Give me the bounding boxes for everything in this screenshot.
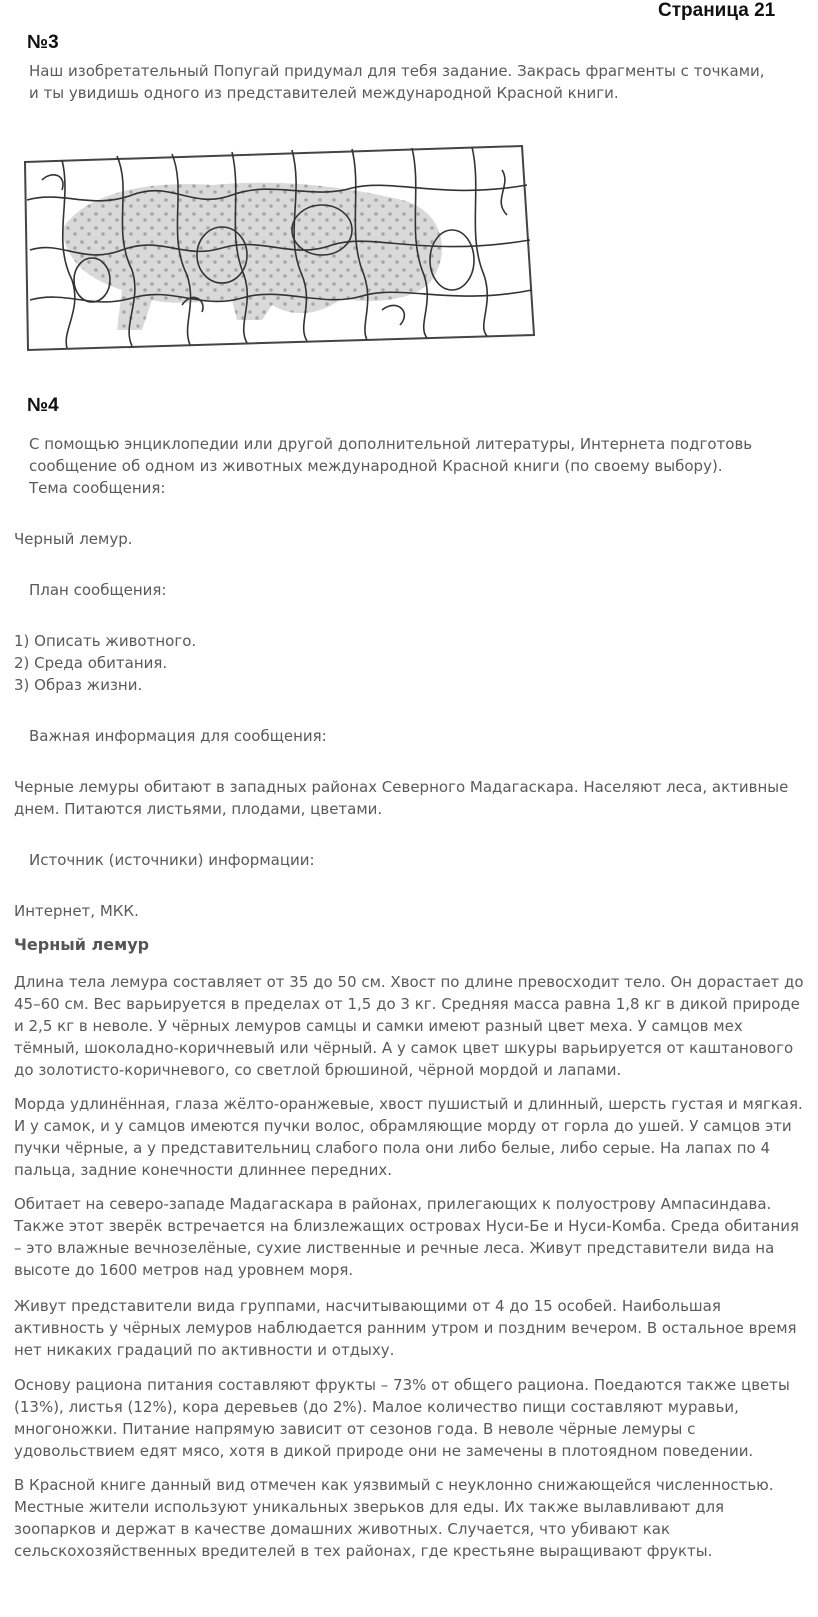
article-paragraph: В Красной книге данный вид отмечен как уязвимый с неуклонно снижающейся численностью. Местные жители используют уникальных зверьков для еды. Их также вылавливают для зоопарков и держат в качестве домашних животных. Случается, что убивают как сельскохозяйственных вредителей в тех районах, где крестьяне выращивают фрукты.	[14, 1476, 774, 1560]
source-value: Интернет, МКК.	[14, 902, 139, 920]
task-4-intro-line-1: С помощью энциклопедии или другой дополнительной литературы, Интернета подготовь	[29, 435, 753, 453]
task-3-number: №3	[27, 32, 59, 53]
plan-item: 3) Образ жизни.	[14, 676, 143, 694]
source-label: Источник (источники) информации:	[29, 851, 315, 869]
article-paragraph: Длина тела лемура составляет от 35 до 50 см. Хвост по длине превосходит тело. Он дорастает до 45–60 см. Вес варьируется в пределах от 1,5 до 3 кг. Средняя масса равна 1,8 кг в дикой природе и 2,5 кг в неволе. У чёрных лемуров самцы и самки имеют разный цвет меха. У самцов мех тёмный, шоколадно-коричневый или чёрный. А у самок цвет шкуры варьируется от каштанового до золотисто-коричневого, со светлой брюшиной, чёрной мордой и лапами.	[14, 973, 804, 1079]
page-number: Страница 21	[658, 0, 776, 21]
article-paragraph: Основу рациона питания составляют фрукты – 73% от общего рациона. Поедаются также цветы (13%), листья (12%), кора деревьев (до 2%). Малое количество пищи составляют муравьи, многоножки. Питание напрямую зависит от сезонов года. В неволе чёрные лемуры с удовольствием едят мясо, хотя в дикой природе они не замечены в плотоядном поведении.	[14, 1376, 790, 1460]
plan-item: 1) Описать животного.	[14, 632, 197, 650]
article-paragraph: Живут представители вида группами, насчитывающими от 4 до 15 особей. Наибольшая активность у чёрных лемуров наблюдается ранним утром и поздним вечером. В остальное время нет никаких градаций по активности и отдыху.	[14, 1297, 797, 1359]
info-text: Черные лемуры обитают в западных районах Северного Мадагаскара. Населяют леса, активные днем. Питаются листьями, плодами, цветами.	[14, 778, 789, 818]
article-title: Черный лемур	[14, 935, 150, 954]
topic-label: Тема сообщения:	[29, 479, 166, 497]
mosaic-rhino-illustration	[22, 140, 542, 355]
plan-label: План сообщения:	[29, 581, 167, 599]
article-paragraph: Обитает на северо-западе Мадагаскара в районах, прилегающих к полуострову Ампасиндава. Также этот зверёк встречается на близлежащих островах Нуси-Бе и Нуси-Комба. Среда обитания – это влажные вечнозелёные, сухие лиственные и речные леса. Живут представители вида на высоте до 1600 метров над уровнем моря.	[14, 1195, 800, 1279]
task-4-number: №4	[27, 395, 59, 416]
task-3-text: Наш изобретательный Попугай придумал для тебя задание. Закрась фрагменты с точками, и ты увидишь одного из представителей международной Красной книги.	[29, 62, 765, 102]
article-paragraph: Морда удлинённая, глаза жёлто-оранжевые, хвост пушистый и длинный, шерсть густая и мягкая. И у самок, и у самцов имеются пучки волос, обрамляющие морду от горла до ушей. У самцов эти пучки чёрные, а у представительниц слабого пола они либо белые, либо серые. На лапах по 4 пальца, задние конечности длиннее передних.	[14, 1095, 803, 1179]
info-label: Важная информация для сообщения:	[29, 727, 327, 745]
task-4-intro-line-2: сообщение об одном из животных международной Красной книги (по своему выбору).	[29, 457, 723, 475]
topic-value: Черный лемур.	[14, 530, 133, 548]
plan-item: 2) Среда обитания.	[14, 654, 168, 672]
